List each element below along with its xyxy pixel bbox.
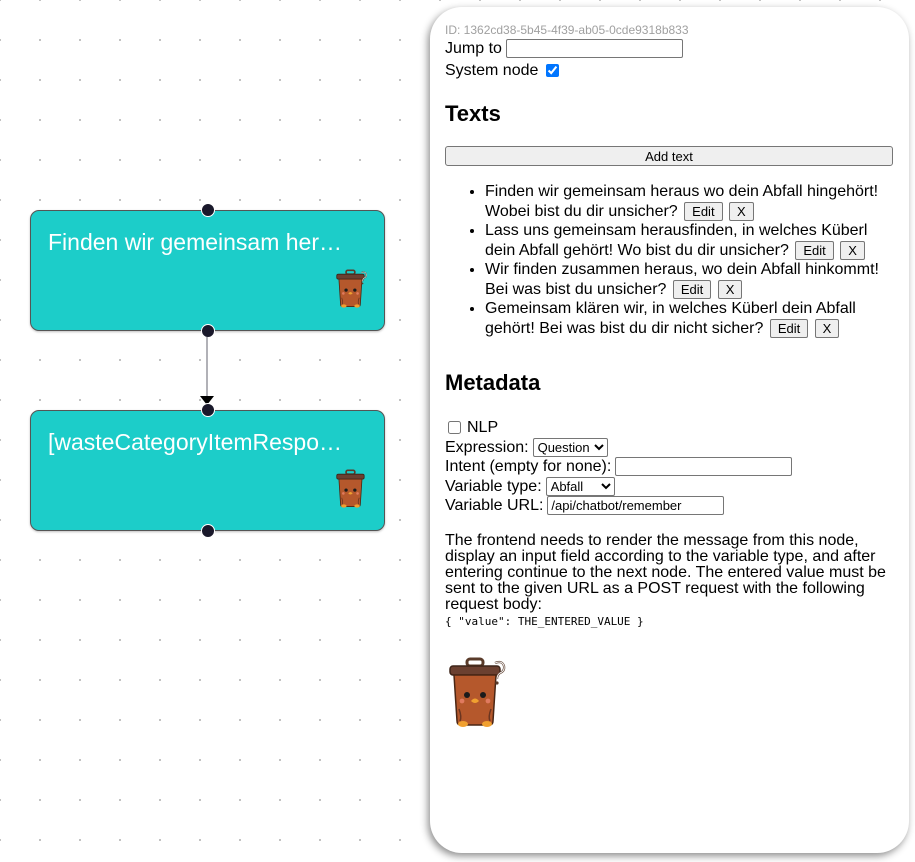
trash-bin-mascot-question-icon xyxy=(334,269,368,309)
flow-node[interactable] xyxy=(30,410,385,531)
edit-text-button[interactable]: Edit xyxy=(795,241,833,260)
system-node-checkbox[interactable] xyxy=(546,64,559,77)
variable-url-label: Variable URL: xyxy=(445,497,544,514)
nlp-row xyxy=(445,418,894,438)
texts-list xyxy=(445,182,894,338)
intent-input[interactable] xyxy=(615,457,792,476)
intent-label: Intent (empty for none): xyxy=(445,458,612,475)
target-handle[interactable] xyxy=(201,203,215,217)
text-item-content: Gemeinsam klären wir, in welches Küberl dein Abfall gehört! Bei was bist du dir nicht sicher? xyxy=(485,300,856,337)
edit-text-button[interactable]: Edit xyxy=(673,280,711,299)
text-item xyxy=(485,260,894,299)
variable-type-select[interactable] xyxy=(546,477,615,496)
edit-text-button[interactable]: Edit xyxy=(684,202,722,221)
variable-url-row xyxy=(445,496,894,516)
jump-to-input[interactable] xyxy=(506,39,683,58)
source-handle[interactable] xyxy=(201,524,215,538)
node-id: ID: 1362cd38-5b45-4f39-ab05-0cde9318b833 xyxy=(445,23,689,37)
text-item xyxy=(485,182,894,221)
variable-type-row xyxy=(445,477,894,497)
delete-text-button[interactable]: X xyxy=(815,319,840,338)
flow-node[interactable] xyxy=(30,210,385,331)
source-handle[interactable] xyxy=(201,324,215,338)
trash-bin-mascot-icon xyxy=(334,469,368,509)
delete-text-button[interactable]: X xyxy=(840,241,865,260)
node-title: [wasteCategoryItemRespo… xyxy=(48,429,343,455)
text-item xyxy=(485,299,894,338)
system-node-label: System node xyxy=(445,61,539,79)
intent-row xyxy=(445,457,894,477)
variable-url-input[interactable] xyxy=(547,496,724,515)
jump-to-row xyxy=(445,37,894,59)
trash-bin-mascot-question-icon xyxy=(445,657,507,729)
expression-row xyxy=(445,438,894,458)
delete-text-button[interactable]: X xyxy=(718,280,743,299)
expression-label: Expression: xyxy=(445,438,529,456)
nlp-checkbox[interactable] xyxy=(448,421,461,434)
system-node-row xyxy=(445,59,894,81)
request-body-code: { "value": THE_ENTERED_VALUE } xyxy=(445,614,644,628)
add-text-button[interactable]: Add text xyxy=(445,146,893,166)
edit-text-button[interactable]: Edit xyxy=(770,319,808,338)
variable-type-label: Variable type: xyxy=(445,477,542,495)
delete-text-button[interactable]: X xyxy=(729,202,754,221)
expression-select[interactable] xyxy=(533,438,608,457)
nlp-label: NLP xyxy=(467,419,499,436)
node-title: Finden wir gemeinsam her… xyxy=(48,229,343,255)
jump-to-label: Jump to xyxy=(445,39,502,57)
flow-edge[interactable] xyxy=(206,337,208,397)
node-editor-panel xyxy=(430,7,909,853)
node-description: The frontend needs to render the message from this node, display an input field according to the variable type, and after entering continue to the next node. The entered value must be sent to the given URL as a POST request with the following request body: xyxy=(445,531,886,613)
texts-heading: Texts xyxy=(445,101,501,126)
text-item xyxy=(485,221,894,260)
target-handle[interactable] xyxy=(201,403,215,417)
text-item-content: Wir finden zusammen heraus, wo dein Abfall hinkommt! Bei was bist du unsicher? xyxy=(485,261,879,298)
metadata-heading: Metadata xyxy=(445,370,541,395)
text-item-content: Finden wir gemeinsam heraus wo dein Abfall hingehört! Wobei bist du dir unsicher? xyxy=(485,183,879,220)
text-item-content: Lass uns gemeinsam herausfinden, in welches Küberl dein Abfall gehört! Wo bist du dir unsicher? xyxy=(485,222,868,259)
